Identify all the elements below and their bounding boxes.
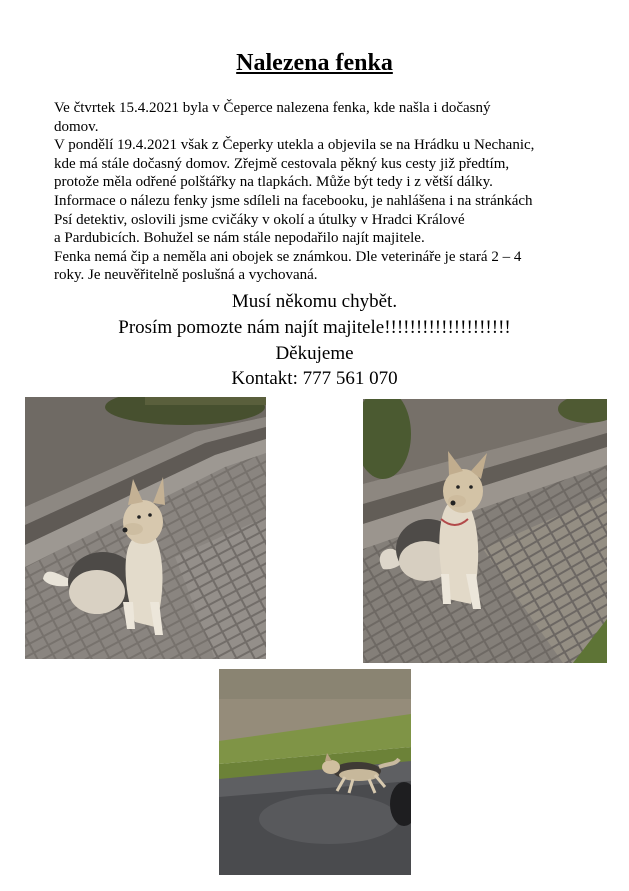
text-line: Fenka nemá čip a neměla ani obojek se známkou. Dle veterináře je stará 2 – 4 (54, 248, 522, 265)
appeal-line: Prosím pomozte nám najít majitele!!!!!!!!!!!!!!!!!!!! (118, 316, 511, 338)
text-line: kde má stále dočasný domov. Zřejmě cestovala pěkný kus cesty již předtím, (54, 155, 510, 172)
dog-photo-3 (219, 669, 411, 875)
appeal-block (0, 289, 629, 392)
text-line: V pondělí 19.4.2021 však z Čeperky utekla a objevila se na Hrádku u Nechanic, (54, 137, 535, 154)
thanks-line: Děkujeme (275, 342, 354, 364)
contact-line: Kontakt: 777 561 070 (231, 368, 398, 390)
description-text (54, 99, 584, 285)
text-line: Informace o nálezu fenky jsme sdíleli na facebooku, je nahlášena i na stránkách (54, 192, 533, 209)
text-line: protože měla odřené polštářky na tlapkách. Může být tedy i z větší dálky. (54, 174, 493, 191)
appeal-line: Musí někomu chybět. (231, 291, 398, 312)
text-line: a Pardubicích. Bohužel se nám stále nepodařilo najít majitele. (54, 230, 425, 247)
text-line: Psí detektiv, oslovili jsme cvičáky v okolí a útulky v Hradci Králové (54, 211, 465, 228)
page-title: Nalezena fenka (236, 50, 393, 76)
text-line: roky. Je neuvěřitelně poslušná a vychovaná. (54, 267, 318, 284)
text-line: domov. (54, 118, 99, 135)
dog-photo-2 (363, 399, 607, 663)
text-line: Ve čtvrtek 15.4.2021 byla v Čeperce nalezena fenka, kde našla i dočasný (54, 100, 491, 116)
dog-photo-1 (25, 397, 266, 659)
